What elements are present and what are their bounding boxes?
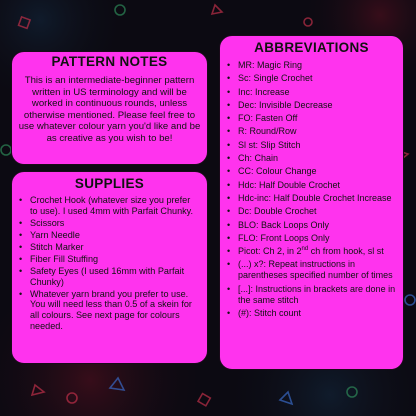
list-item: • Whatever yarn brand you prefer to use. You will need less than 0.5 of a skein for all colours. See next page for colours needed.	[19, 289, 200, 332]
list-item: • Yarn Needle	[19, 230, 200, 241]
pattern-notes-card	[11, 51, 208, 165]
list-item: • R: Round/Row	[227, 126, 396, 137]
list-item: • Scissors	[19, 218, 200, 229]
list-item-picot	[227, 246, 396, 257]
picot-text-before: Picot: Ch 2, in 2	[238, 246, 302, 257]
list-item: • FO: Fasten Off	[227, 113, 396, 124]
list-item: • Sc: Single Crochet	[227, 73, 396, 84]
list-item: • Dec: Invisible Decrease	[227, 100, 396, 111]
list-item: • CC: Colour Change	[227, 166, 396, 177]
list-item: • Dc: Double Crochet	[227, 206, 396, 217]
list-item: • [...]: Instructions in brackets are done in the same stitch	[227, 284, 396, 306]
abbreviations-title: ABBREVIATIONS	[254, 40, 369, 55]
picot-text-after: ch from hook, sl st	[308, 246, 384, 257]
list-item: • Sl st: Slip Stitch	[227, 140, 396, 151]
list-item: • Inc: Increase	[227, 87, 396, 98]
list-item: • Safety Eyes (I used 16mm with Parfait Chunky)	[19, 266, 200, 288]
supplies-card	[11, 171, 208, 364]
abbreviations-card	[219, 35, 404, 370]
pattern-notes-title: PATTERN NOTES	[51, 54, 168, 69]
list-item: • Crochet Hook (whatever size you prefer to use). I used 4mm with Parfait Chunky.	[19, 195, 200, 217]
list-item: • BLO: Back Loops Only	[227, 220, 396, 231]
list-item: • (#): Stitch count	[227, 308, 396, 319]
pattern-notes-body: This is an intermediate-beginner pattern written in US terminology and will be worked in continuous rounds, unless otherwise mentioned. Please feel free to use whatever colour yarn you'd like and be as creative as you wish to be!	[18, 75, 201, 144]
supplies-title: SUPPLIES	[74, 176, 145, 191]
list-item: • (...) x?: Repeat instructions in parentheses specified number of times	[227, 259, 396, 281]
list-item: • MR: Magic Ring	[227, 60, 396, 71]
list-item: • Hdc: Half Double Crochet	[227, 180, 396, 191]
list-item: • Fiber Fill Stuffing	[19, 254, 200, 265]
list-item: • Hdc-inc: Half Double Crochet Increase	[227, 193, 396, 204]
picot-superscript: nd	[301, 246, 309, 253]
abbreviations-list	[227, 60, 396, 319]
list-item: • Ch: Chain	[227, 153, 396, 164]
supplies-list	[19, 195, 200, 332]
list-item: • Stitch Marker	[19, 242, 200, 253]
list-item: • FLO: Front Loops Only	[227, 233, 396, 244]
